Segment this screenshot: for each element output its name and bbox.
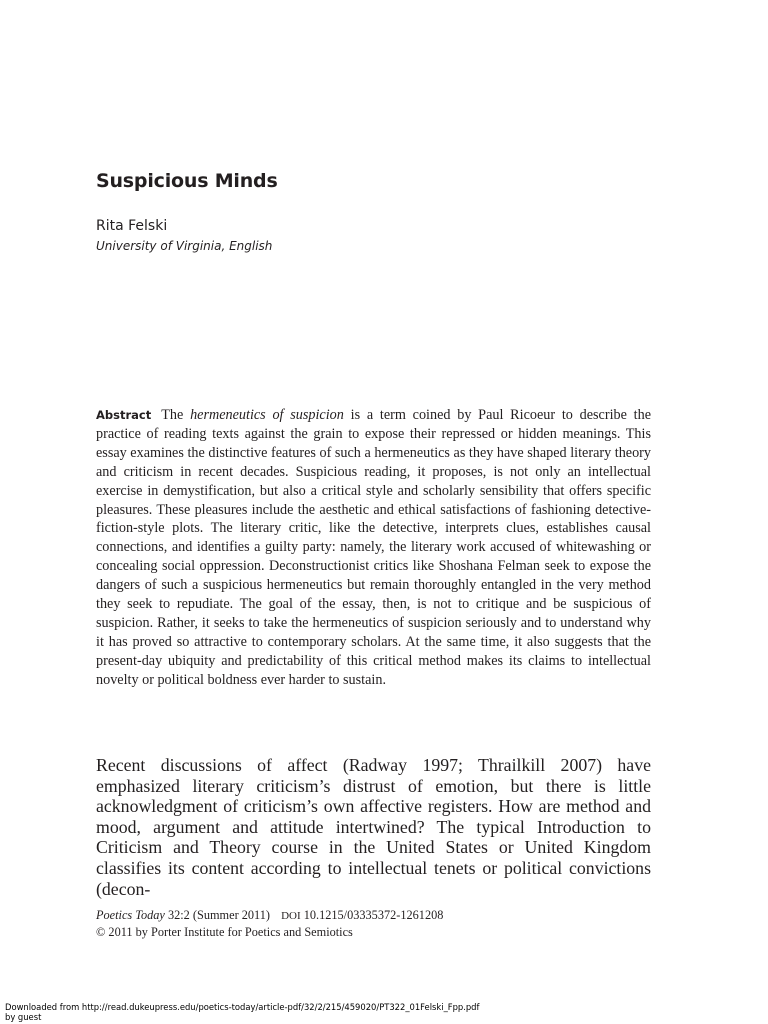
author-name: Rita Felski bbox=[96, 218, 168, 234]
body-paragraph: Recent discussions of affect (Radway 1997; Thrailkill 2007) have emphasized literary criticism’s distrust of emotion, but there is little acknowledgment of criticism’s own affective registers. How are method and mood, argument and attitude intertwined? The typical Introduction to Criticism and Theory course in the United States or United Kingdom classifies its content according to intellectual tenets or political convictions (decon- bbox=[96, 755, 651, 899]
copyright-notice: © 2011 by Porter Institute for Poetics and Semiotics bbox=[96, 925, 353, 939]
abstract-key-term: hermeneutics of suspicion bbox=[190, 407, 344, 423]
citation-block bbox=[96, 907, 443, 940]
journal-name: Poetics Today bbox=[96, 908, 165, 922]
abstract-text-rest: is a term coined by Paul Ricoeur to describe the practice of reading texts against the grain to expose their repressed or hidden meanings. This essay examines the distinctive features of such a hermeneutics as they have shaped literary theory and criticism in recent decades. Suspicious reading, it proposes, is not only an intellectual exercise in demystification, but also a critical style and scholarly sensibility that offers specific pleasures. These pleasures include the aesthetic and ethical satisfactions of fashioning detective-fiction-style plots. The literary critic, like the detective, interprets clues, establishes causal connections, and identifies a guilty party: namely, the literary work accused of whitewashing or concealing social oppression. Deconstructionist critics like Shoshana Felman seek to expose the dangers of such a suspicious hermeneutics but remain thoroughly entangled in the very method they seek to repudiate. The goal of the essay, then, is not to critique and be suspicious of suspicion. Rather, it seeks to take the hermeneutics of suspicion seriously and to understand why it has proved so attractive to contemporary scholars. At the same time, it also suggests that the present-day ubiquity and predictability of this critical method makes its claims to intellectual novelty or political boldness ever harder to sustain. bbox=[96, 407, 651, 688]
abstract bbox=[96, 406, 651, 690]
article-title: Suspicious Minds bbox=[96, 170, 278, 192]
download-notice bbox=[5, 1002, 479, 1022]
download-url-line: Downloaded from http://read.dukeupress.edu/poetics-today/article-pdf/32/2/215/459020/PT322_01Felski_Fpp.pdf bbox=[5, 1002, 480, 1012]
author-affiliation: University of Virginia, English bbox=[96, 239, 273, 253]
download-guest-line: by guest bbox=[5, 1012, 42, 1022]
abstract-label: Abstract bbox=[96, 408, 152, 422]
abstract-text-start: The bbox=[161, 407, 184, 423]
doi-label: DOI bbox=[281, 910, 301, 922]
journal-issue: 32:2 (Summer 2011) bbox=[167, 908, 270, 922]
doi-value: 10.1215/03335372-1261208 bbox=[303, 908, 444, 922]
citation-line bbox=[96, 907, 443, 924]
